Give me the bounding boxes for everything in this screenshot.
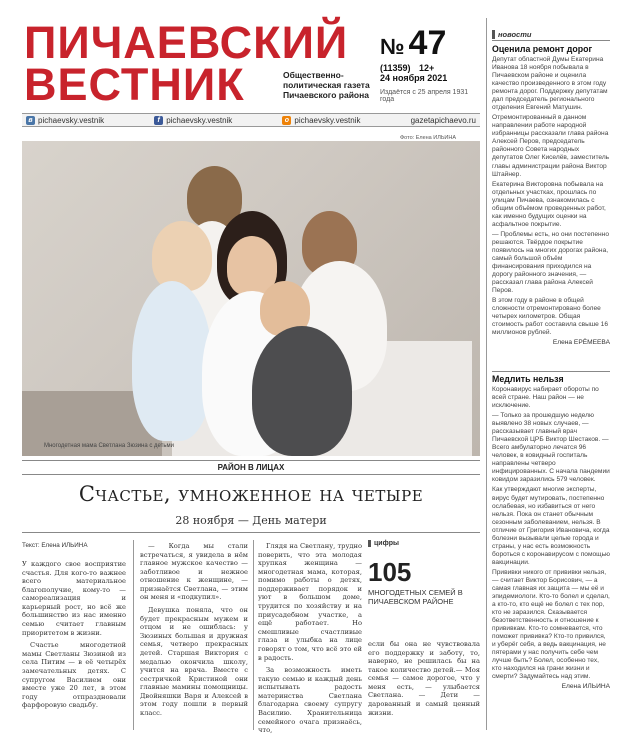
issue-total: (11359): [380, 63, 411, 73]
website-link[interactable]: gazetapichaevo.ru: [410, 115, 476, 125]
since-line: Издаётся с 25 апреля 1931 года: [380, 89, 469, 103]
news-title: Медлить нельзя: [492, 374, 564, 384]
paragraph: Глядя на Светлану, трудно поверить, что эта молодая хрупкая женщина — многодетная мама, которая, помимо работы о детях, поддерживает порядок и уют в большом доме, трудится по хозяйству и на приусадебном участке, а ещё работает. Но смешливые счастливые глаза и улыбка на лице говорят о том, что всё это ей в радость.: [258, 542, 362, 662]
facebook-link[interactable]: f pichaevsky.vestnik: [154, 116, 232, 125]
news-paragraph: — Только за прошедшую неделю выявлено 38 новых случаев, — рассказывает главный врач Пичаевской ЦРБ Виктор Шестаков. — Всего амбулаторно лечатся 96 человек, в ковидный госпиталь направлены четверо инфицированных. С начала пандемии ковидом заразились 579 человек.: [492, 412, 610, 484]
paragraph: Девушка поняла, что он будет прекрасным мужем и отцом и не ошиблась: у Зюзиных большая и дружная семья, четверо прекрасных детей. Старшая Виктория с медалью окончила школу, учится на врача. Вместе с сестричкой Кристиной они главные мамины помощницы. Двойняшки Варя и Алексей в этом году пошли в первый класс.: [140, 606, 248, 717]
news-author: Елена ЕРЁМЕЕВА: [552, 339, 610, 347]
article-column-4: если бы она не чувствовала его поддержку и заботу, то, наверно, не решилась бы на такое количество детей.— Моя семья — самое дорогое, что у меня есть, — улыбается Светлана. — Дети — дарованный и самый ценный жизни.: [368, 640, 480, 717]
odnoklassniki-icon: о: [282, 116, 291, 125]
news-paragraph: Отремонтированный в данном направлении работе народной избранницы рассказали глава района Алексей Перов, председатель районного Совета народных депутатов Олег Киселёв, заместитель главы администрации района Виктор Штайнер.: [492, 114, 610, 178]
photo-caption: Многодетная мама Светлана Зюзина с детьми: [44, 443, 175, 449]
byline: Текст: Елена ИЛЬИНА: [22, 542, 88, 549]
news-paragraph: В этом году в районе в общей сложности отремонтировано более четырех километров. Общая стоимость работ составила свыше 16 миллионов рублей.: [492, 297, 609, 337]
paragraph: Счастье многодетной мамы Светланы Зюзиной из села Питим — в её четырёх замечательных детях. С супругом Василием они вместе уже 20 лет, в этом году отпраздновали фарфоровую свадьбу.: [22, 641, 126, 710]
news-paragraph: — Проблемы есть, но они постепенно решаются. Твёрдое покрытие появилось на многих дорогах района, самый большой объём финансирования приходился на дорогу районного значения, — рассказал глава района Алексей Перов.: [492, 230, 609, 294]
family-photo: [22, 141, 480, 456]
news-item-covid: [492, 374, 610, 691]
newspaper-title-line2: ВЕСТНИК: [24, 59, 245, 110]
news-paragraph: Как утверждают многие эксперты, вирус будет мутировать, постепенно ослабевая, но избавиться от него нельзя. Пока он станет обычным сезонным заболеванием, нельзя. В отличие от Григория Ивановича, когда болезни вызывали целые города и страны, у нас есть возможность бороться с коронавирусом с помощью вакцинации.: [492, 486, 610, 566]
news-paragraph: Екатерина Викторовна побывала на отдельных участках, прошлась по улицам Пичаева, ознакомилась с общим объёмом проведенных работ, как именно будущих оценки на асфальтное покрытие.: [492, 180, 606, 228]
facebook-icon: f: [154, 116, 163, 125]
news-paragraph: Коронавирус набирает обороты по всей стране. Наш район — не исключение.: [492, 386, 599, 410]
vk-icon: в: [26, 116, 35, 125]
photo-credit: Фото: Елена ИЛЬИНА: [400, 135, 457, 141]
article-subhead: 28 ноября — День матери: [175, 514, 327, 527]
stat-text: МНОГОДЕТНЫХ СЕМЕЙ В ПИЧАЕВСКОМ РАЙОНЕ: [368, 588, 463, 606]
news-paragraph: Прививки никого от прививки нельзя, — считает Виктор Борисович, — а самая главная их защита — мы её и эпидемиологи. Кто-то болел и сделал, а кто-то, кто ещё не болел с тех пор, кто не заразился. Сказывается безответственность и отношение к прививкам. Кто-то сомневается, что поможет прививка? Кто-то привился, и уберёг себя, а ведь вакцинация, не пятерами у нас получить себе чем лучше быть? Болел, особенно тех, кто находился на грани жизни и смерти? Задумайтесь над этим.: [492, 568, 610, 681]
age-rating: 12+: [419, 63, 435, 73]
news-item-roads: [492, 44, 610, 347]
article-column-1: [22, 560, 126, 714]
news-paragraph: Депутат областной Думы Екатерина Иванова 18 ноября побывала в Пичаевском районе и оценила качество произведенного в этом году ремонта дорог. Поддержку депутатам дал председатель регионального отделения Евгений Матушин.: [492, 56, 608, 112]
article-headline: Счастье, умноженное на четыре: [78, 482, 424, 506]
article-column-3: [258, 542, 362, 739]
newspaper-title-line1: ПИЧАЕВСКИЙ: [24, 17, 349, 68]
paragraph: За возможность иметь такую семью и каждый день испытывать радость материнства Светлана благодарна своему супругу Василию. Хранительница семейного очага признаёсь, что,: [258, 666, 362, 735]
odnoklassniki-link[interactable]: о pichaevsky.vestnik: [282, 116, 360, 125]
news-author: Елена ИЛЬИНА: [561, 683, 610, 691]
section-label: РАЙОН В ЛИЦАХ: [22, 460, 480, 475]
issue-date: 24 ноября 2021: [380, 73, 448, 83]
vk-link[interactable]: в pichaevsky.vestnik: [26, 116, 104, 125]
issue-prefix: №: [380, 34, 405, 59]
newspaper-subtitle: Общественно-политическая газета Пичаевского района: [283, 70, 370, 101]
stat-number: 105: [368, 557, 412, 587]
sidebar-tag: новости: [492, 30, 531, 39]
issue-block: [380, 24, 480, 103]
issue-number: 47: [408, 24, 447, 62]
paragraph: — Когда мы стали встречаться, я увидела в нём главное мужское качество — заботливое и нежное отношение к женщине, — признаётся Светлана, — этим он меня и «подкупил».: [140, 542, 248, 602]
news-title: Оценила ремонт дорог: [492, 44, 593, 54]
stat-box: [368, 540, 478, 606]
social-links-bar: [22, 113, 480, 127]
stat-tag: цифры: [368, 540, 478, 547]
article-column-2: [140, 542, 248, 722]
paragraph: У каждого свое восприятие счастья. Для кого-то важнее всего материальное благополучие, кому-то — самореализация и карьерный рост, но всё же большинство из нас именно семью считает главным приоритетом в жизни.: [22, 560, 126, 637]
